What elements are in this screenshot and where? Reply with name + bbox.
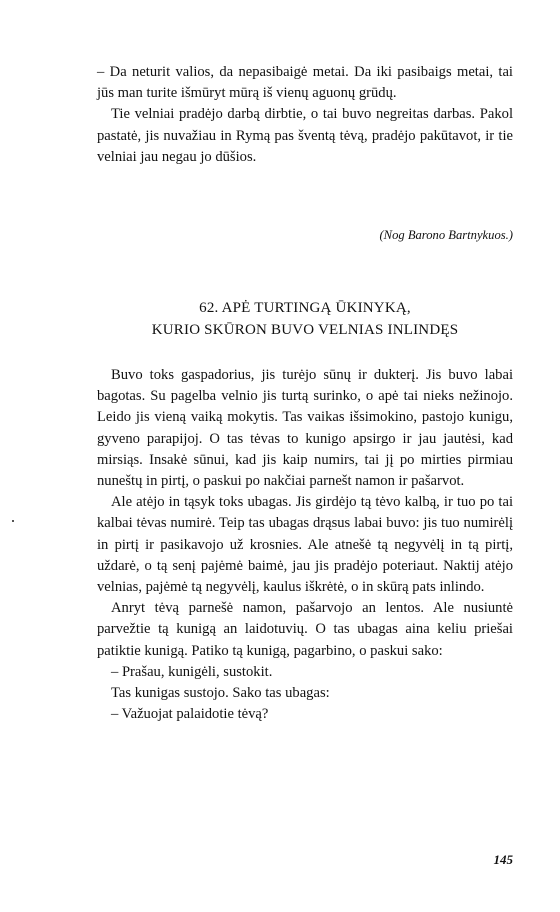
paragraph: Tie velniai pradėjo darbą dirbtie, o tai buvo negreitas darbas. Pakol pastatė, jis nuvažiau in Rymą pas šventą tėvą, pradėjo pakūtavot, ir tie velniai jau negau jo dūšios. [97, 106, 513, 165]
heading-line: 62. APĖ TURTINGĄ ŪKINYKĄ, [199, 300, 411, 316]
paragraph: – Važuojat palaidotie tėvą? [111, 706, 269, 723]
story-body [97, 365, 513, 725]
previous-story-ending [97, 62, 513, 168]
story-heading [97, 297, 513, 341]
paragraph: Buvo toks gaspadorius, jis turėjo sūnų ir dukterį. Jis buvo labai bagotas. Su pagelba velnio jis turtą surinko, o apė tai nieks nežinojo. Leido jis vieną vaiką mokytis. Tas vaikas išsimokino, pastojo kunigu, gyveno parapijoj. O tas tėvas to kunigo apsirgo ir jau jautėsi, kad mirsiąs. Insakė sūnui, kad jis kaip numirs, tai jį po mirties pirmiau nuneštų in pirtį, o paskui po nakčiai parnešt namon ir pašarvot. [97, 367, 513, 490]
paragraph: Anryt tėvą parnešė namon, pašarvojo an lentos. Ale nusiuntė parvežtie tą kunigą an laidotuvių. O tas ubagas aina keliu priešai patiktie kunigą. Patiko tą kunigą, pagarbino, o paskui sako: [97, 600, 513, 659]
source-attribution: (Nog Barono Bartnykuos.) [379, 228, 513, 242]
page-number: 145 [493, 852, 513, 867]
paragraph: Tas kunigas sustojo. Sako tas ubagas: [111, 685, 330, 702]
heading-line: KURIO SKŪRON BUVO VELNIAS INLINDĘS [151, 322, 459, 338]
paragraph: – Prašau, kunigėli, sustokit. [111, 663, 273, 680]
margin-speck [12, 520, 14, 522]
paragraph: – Da neturit valios, da nepasibaigė metai. Da iki pasibaigs metai, tai jūs man turite išmūryt mūrą iš vienų aguonų grūdų. [97, 64, 513, 102]
paragraph: Ale atėjo in tąsyk toks ubagas. Jis girdėjo tą tėvo kalbą, ir tuo po tai kalbai tėvas numirė. Teip tas ubagas drąsus labai buvo: jis tuo numirėlį in pirtį ir pasikavojo už krosnies. Ale atnešė tą negyvėlį in tą pirtį, uždarė, o tą senį pajėmė baimė, jau jis pradėjo poteriaut. Naktij atėjo velnias, pajėmė tą negyvėlį, kaulus iškrėtė, o in skūrą pats inlindo. [97, 494, 513, 596]
